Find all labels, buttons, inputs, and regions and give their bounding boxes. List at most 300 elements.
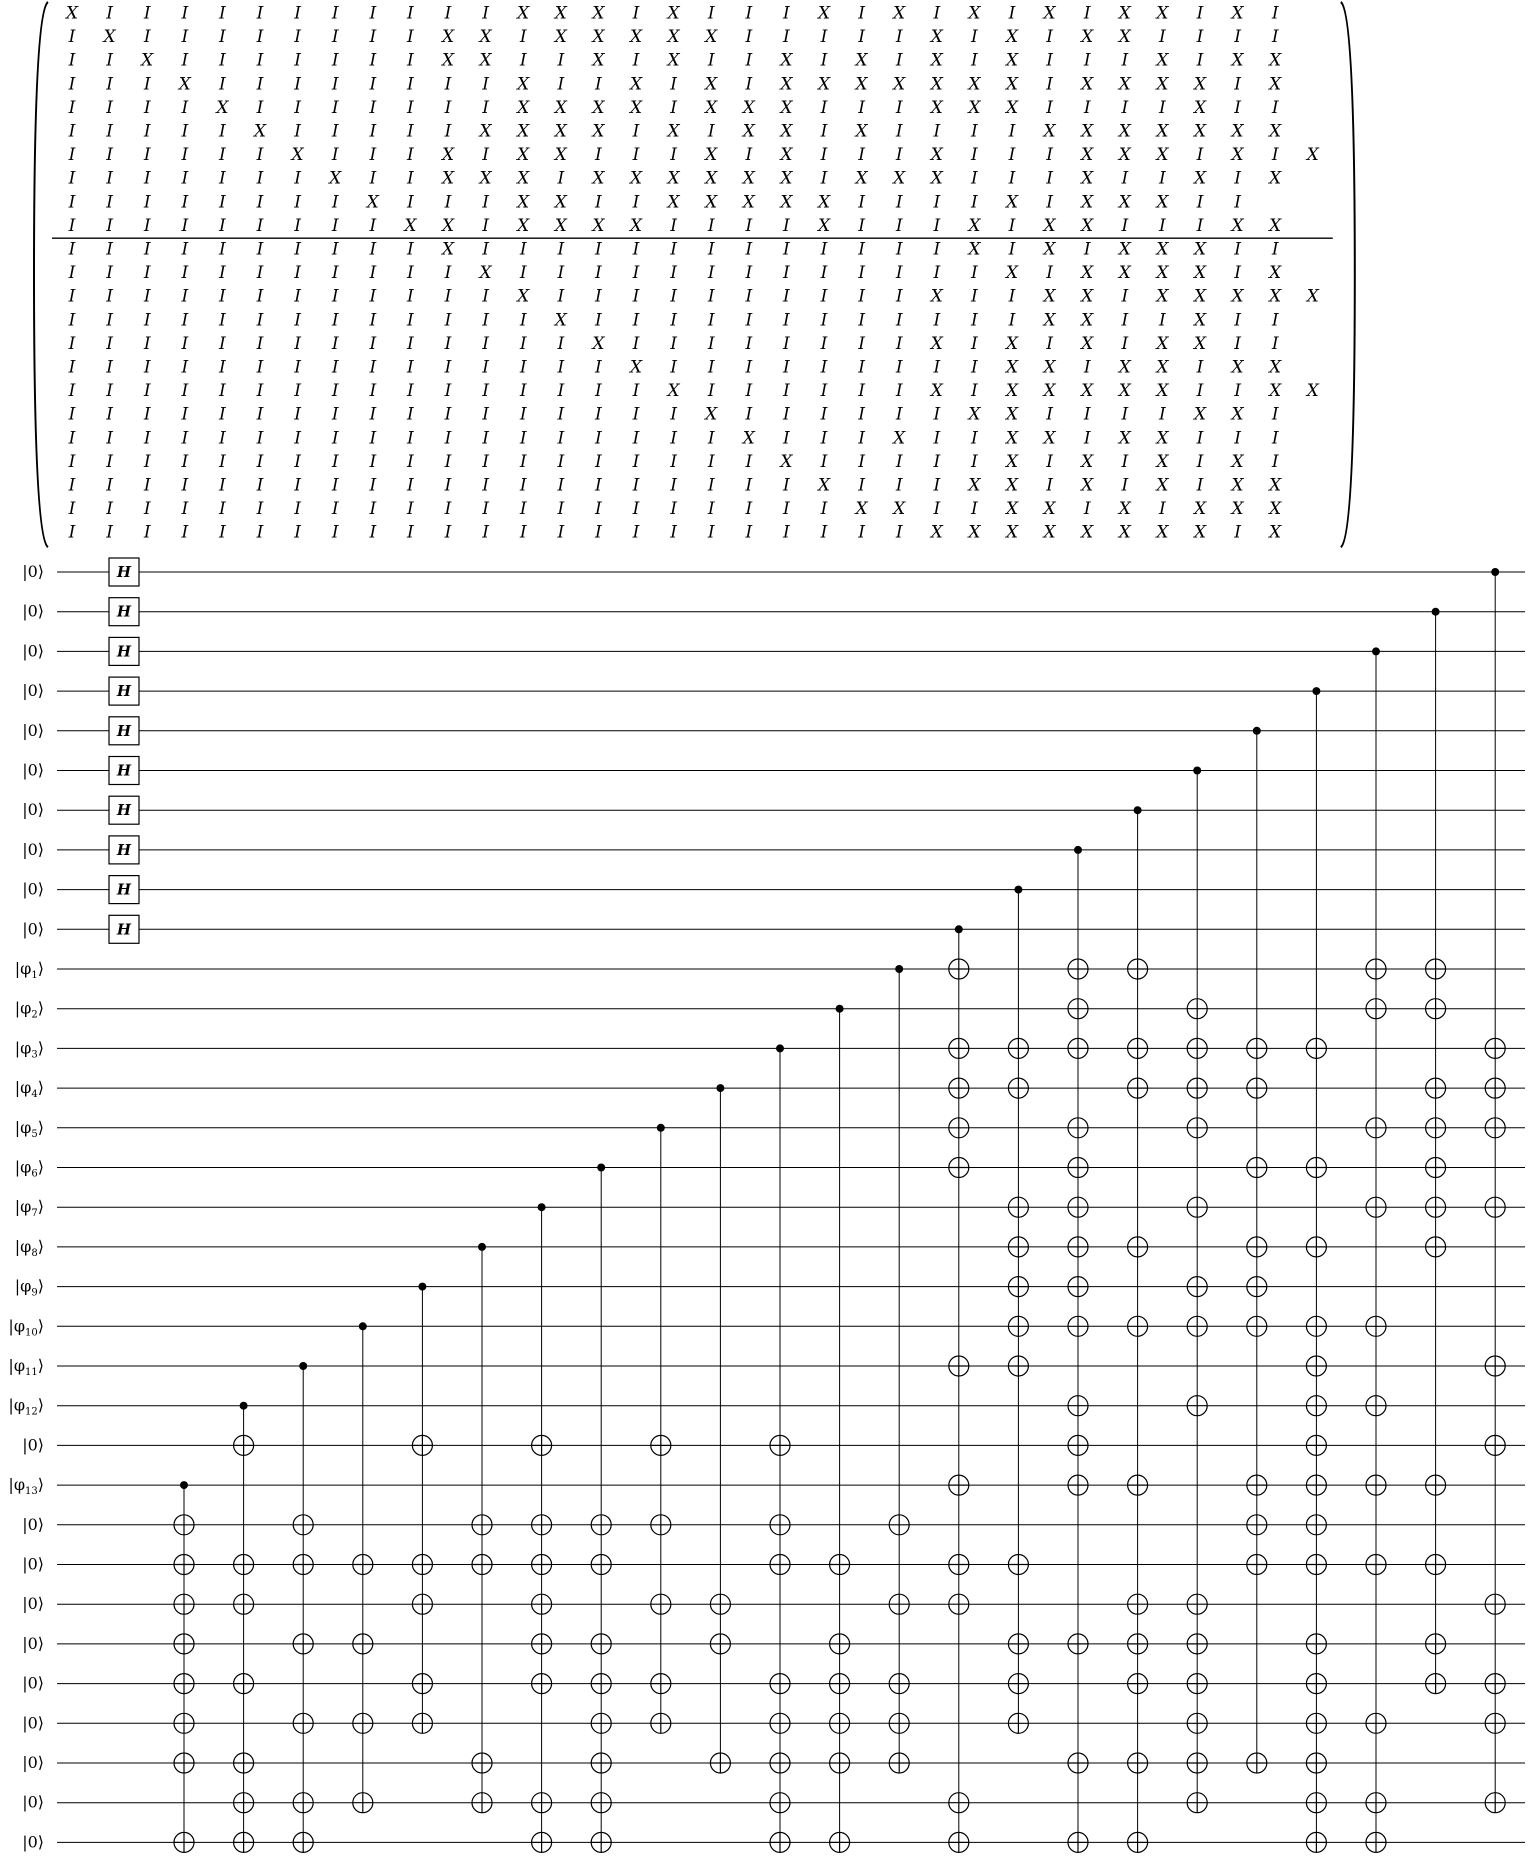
matrix-entry: I xyxy=(143,286,151,307)
matrix-entry: I xyxy=(219,428,226,449)
matrix-entry: X xyxy=(517,3,530,24)
matrix-entry: I xyxy=(407,263,414,284)
matrix-entry: X xyxy=(1118,239,1131,260)
matrix-entry: I xyxy=(895,451,903,472)
matrix-entry: I xyxy=(745,381,753,402)
matrix-entry: I xyxy=(519,475,527,496)
matrix-entry: I xyxy=(707,333,715,354)
matrix-entry: I xyxy=(1196,192,1204,213)
matrix-entry: I xyxy=(519,50,527,71)
matrix-entry: I xyxy=(820,451,828,472)
matrix-entry: I xyxy=(256,192,264,213)
matrix-entry: I xyxy=(670,286,677,307)
matrix-entry: I xyxy=(68,404,76,425)
matrix-entry: X xyxy=(1043,428,1056,449)
matrix-entry: X xyxy=(141,50,154,71)
matrix-entry: X xyxy=(65,3,79,24)
matrix-entry: X xyxy=(705,404,718,425)
matrix-entry: I xyxy=(444,404,452,425)
matrix-entry: I xyxy=(1159,97,1166,118)
matrix-entry: X xyxy=(780,168,793,189)
matrix-entry: I xyxy=(933,192,941,213)
matrix-entry: X xyxy=(705,145,718,166)
matrix-entry: I xyxy=(820,333,828,354)
matrix-entry: I xyxy=(820,310,828,331)
matrix-entry: I xyxy=(1271,451,1279,472)
matrix-entry: I xyxy=(1271,333,1279,354)
matrix-entry: I xyxy=(294,404,301,425)
matrix-entry: X xyxy=(893,428,906,449)
matrix-entry: I xyxy=(1234,381,1241,402)
matrix-entry: I xyxy=(895,333,903,354)
matrix-entry: I xyxy=(707,50,715,71)
matrix-entry: X xyxy=(1193,333,1207,354)
matrix-entry: X xyxy=(1081,333,1094,354)
wire-label: |0⟩ xyxy=(22,1594,44,1614)
matrix-entry: X xyxy=(1231,286,1244,307)
matrix-entry: I xyxy=(745,239,753,260)
matrix-entry: X xyxy=(1156,451,1169,472)
matrix-entry: I xyxy=(1008,168,1016,189)
matrix-entry: I xyxy=(369,239,377,260)
matrix-entry: X xyxy=(592,3,605,24)
matrix-entry: I xyxy=(971,27,978,48)
matrix-entry: I xyxy=(783,522,790,543)
matrix-entry: I xyxy=(1008,121,1016,142)
matrix-entry: I xyxy=(181,428,189,449)
matrix-entry: I xyxy=(1121,451,1129,472)
matrix-entry: I xyxy=(407,27,414,48)
matrix-entry: I xyxy=(106,97,113,118)
matrix-entry: I xyxy=(1271,404,1279,425)
matrix-entry: I xyxy=(933,499,941,520)
matrix-entry: I xyxy=(858,215,865,236)
cnot-control-dot xyxy=(895,965,903,973)
matrix-entry: I xyxy=(181,192,189,213)
wire-label: |0⟩ xyxy=(22,720,44,740)
matrix-entry: I xyxy=(256,74,264,95)
matrix-entry: I xyxy=(68,357,76,378)
matrix-entry: I xyxy=(181,357,189,378)
matrix-entry: I xyxy=(858,357,865,378)
matrix-entry: I xyxy=(707,239,715,260)
matrix-entry: I xyxy=(933,357,941,378)
cnot-control-dot xyxy=(1491,568,1499,576)
matrix-entry: X xyxy=(1005,50,1019,71)
matrix-entry: I xyxy=(181,215,189,236)
matrix-entry: I xyxy=(369,522,377,543)
cnot-control-dot xyxy=(836,1005,844,1013)
matrix-entry: I xyxy=(1271,145,1279,166)
matrix-entry: I xyxy=(294,263,301,284)
matrix-entry: I xyxy=(68,121,76,142)
matrix-entry: I xyxy=(256,239,264,260)
matrix-entry: I xyxy=(632,310,640,331)
matrix-entry: X xyxy=(817,475,831,496)
matrix-entry: X xyxy=(667,50,680,71)
matrix-entry: I xyxy=(858,239,865,260)
matrix-entry: I xyxy=(595,357,602,378)
matrix-entry: I xyxy=(895,97,903,118)
matrix-entry: I xyxy=(783,333,790,354)
matrix-entry: I xyxy=(519,381,527,402)
matrix-entry: I xyxy=(1008,3,1016,24)
matrix-entry: X xyxy=(629,168,643,189)
matrix-entry: X xyxy=(1005,522,1019,543)
matrix-entry: I xyxy=(971,381,978,402)
matrix-entry: I xyxy=(143,97,151,118)
matrix-entry: I xyxy=(745,263,753,284)
matrix-entry: X xyxy=(1306,145,1319,166)
matrix-entry: I xyxy=(407,168,414,189)
matrix-entry: I xyxy=(1271,3,1279,24)
matrix-entry: X xyxy=(1118,263,1131,284)
matrix-entry: X xyxy=(1118,428,1131,449)
matrix-entry: X xyxy=(705,168,718,189)
matrix-entry: X xyxy=(1231,145,1244,166)
matrix-entry: I xyxy=(519,404,527,425)
matrix-entry: I xyxy=(106,499,113,520)
matrix-entry: I xyxy=(181,333,189,354)
matrix-entry: I xyxy=(595,499,602,520)
matrix-entry: I xyxy=(444,522,452,543)
matrix-entry: X xyxy=(253,121,267,142)
matrix-entry: I xyxy=(670,428,677,449)
matrix-entry: I xyxy=(143,522,151,543)
matrix-entry: I xyxy=(482,97,489,118)
matrix-entry: I xyxy=(181,145,189,166)
matrix-entry: I xyxy=(181,451,189,472)
matrix-entry: I xyxy=(670,357,677,378)
matrix-entry: I xyxy=(783,215,790,236)
matrix-entry: X xyxy=(930,145,943,166)
matrix-entry: I xyxy=(482,145,489,166)
matrix-entry: I xyxy=(407,121,414,142)
matrix-entry: I xyxy=(256,499,264,520)
matrix-entry: X xyxy=(705,74,718,95)
matrix-entry: I xyxy=(219,215,226,236)
matrix-entry: X xyxy=(855,499,868,520)
matrix-entry: I xyxy=(557,381,565,402)
matrix-entry: I xyxy=(219,3,226,24)
matrix-entry: I xyxy=(407,50,414,71)
matrix-entry: X xyxy=(1269,357,1282,378)
matrix-entry: I xyxy=(294,286,301,307)
matrix-entry: I xyxy=(820,168,828,189)
matrix-entry: I xyxy=(670,475,677,496)
matrix-entry: I xyxy=(1121,215,1129,236)
wire-label: |0⟩ xyxy=(22,1713,44,1733)
matrix-entry: I xyxy=(219,27,226,48)
matrix-entry: I xyxy=(331,404,339,425)
matrix-entry: I xyxy=(745,215,753,236)
matrix-entry: X xyxy=(1231,404,1244,425)
matrix-entry: X xyxy=(1081,263,1094,284)
matrix-entry: X xyxy=(742,428,755,449)
matrix-entry: I xyxy=(143,239,151,260)
matrix-entry: I xyxy=(632,50,640,71)
cnot-control-dot xyxy=(538,1203,546,1211)
matrix-entry: I xyxy=(557,499,565,520)
matrix-entry: I xyxy=(820,97,828,118)
matrix-entry: X xyxy=(1118,145,1131,166)
matrix-entry: X xyxy=(1005,499,1019,520)
matrix-entry: I xyxy=(783,404,790,425)
matrix-entry: I xyxy=(707,310,715,331)
wire-label: |0⟩ xyxy=(22,1514,44,1534)
matrix-entry: X xyxy=(517,121,530,142)
matrix-entry: I xyxy=(1159,404,1166,425)
matrix-entry: I xyxy=(707,381,715,402)
matrix-entry: I xyxy=(1234,333,1241,354)
matrix-entry: X xyxy=(554,145,567,166)
matrix-entry: I xyxy=(407,499,414,520)
matrix-entry: I xyxy=(369,121,377,142)
matrix-entry: I xyxy=(1008,310,1016,331)
matrix-entry: I xyxy=(670,263,677,284)
matrix-entry: X xyxy=(1156,381,1169,402)
matrix-entry: X xyxy=(1231,499,1244,520)
matrix-entry: X xyxy=(1193,499,1207,520)
matrix-entry: I xyxy=(1046,333,1053,354)
matrix-entry: X xyxy=(1005,357,1019,378)
matrix-entry: I xyxy=(745,475,753,496)
matrix-entry: I xyxy=(971,50,978,71)
matrix-entry: I xyxy=(407,451,414,472)
matrix-entry: X xyxy=(1231,121,1244,142)
matrix-entry: I xyxy=(895,381,903,402)
matrix-entry: X xyxy=(554,3,567,24)
matrix-entry: I xyxy=(632,333,640,354)
matrix-entry: I xyxy=(294,27,301,48)
matrix-entry: I xyxy=(444,451,452,472)
matrix-entry: I xyxy=(219,522,226,543)
wire-label: |0⟩ xyxy=(22,1435,44,1455)
matrix-entry: I xyxy=(783,475,790,496)
matrix-entry: I xyxy=(444,263,452,284)
wire-label: |0⟩ xyxy=(22,1792,44,1812)
matrix-entry: X xyxy=(1156,192,1169,213)
matrix-entry: I xyxy=(1121,404,1129,425)
matrix-entry: X xyxy=(968,74,981,95)
matrix-entry: I xyxy=(106,239,113,260)
matrix-entry: I xyxy=(783,357,790,378)
wire-label: $|\varphi_{10}⟩$ xyxy=(8,1316,44,1339)
matrix-entry: I xyxy=(707,357,715,378)
wire-label: |0⟩ xyxy=(22,1753,44,1772)
matrix-entry: I xyxy=(1046,192,1053,213)
matrix-entry: I xyxy=(68,428,76,449)
wire-label: |0⟩ xyxy=(22,641,44,661)
matrix-entry: I xyxy=(632,522,640,543)
matrix-entry: I xyxy=(219,121,226,142)
matrix-entry: I xyxy=(595,192,602,213)
matrix-entry: I xyxy=(256,451,264,472)
matrix-entry: I xyxy=(256,333,264,354)
matrix-entry: I xyxy=(895,192,903,213)
matrix-entry: I xyxy=(783,428,790,449)
matrix-entry: I xyxy=(670,215,677,236)
matrix-entry: I xyxy=(68,239,76,260)
matrix-entry: X xyxy=(1156,145,1169,166)
matrix-entry: I xyxy=(933,215,941,236)
matrix-entry: I xyxy=(68,168,76,189)
matrix-entry: I xyxy=(670,404,677,425)
matrix-entry: X xyxy=(817,74,831,95)
matrix-entry: I xyxy=(407,522,414,543)
hadamard-gate-label: H xyxy=(116,721,132,740)
matrix-entry: I xyxy=(331,263,339,284)
matrix-entry: I xyxy=(557,357,565,378)
matrix-entry: I xyxy=(181,27,189,48)
matrix-entry: I xyxy=(407,239,414,260)
matrix-entry: I xyxy=(1196,428,1204,449)
matrix-entry: X xyxy=(1269,215,1282,236)
matrix-entry: I xyxy=(143,404,151,425)
matrix-entry: I xyxy=(407,3,414,24)
matrix-entry: X xyxy=(742,192,755,213)
matrix-entry: X xyxy=(1043,215,1056,236)
matrix-entry: I xyxy=(820,499,828,520)
matrix-entry: X xyxy=(1156,239,1169,260)
wire-label: |0⟩ xyxy=(22,562,44,581)
matrix-entry: X xyxy=(1043,381,1056,402)
matrix-entry: I xyxy=(632,145,640,166)
matrix-entry: I xyxy=(745,74,753,95)
matrix-entry: I xyxy=(331,3,339,24)
matrix-entry: X xyxy=(780,192,793,213)
matrix-entry: I xyxy=(219,451,226,472)
matrix-entry: I xyxy=(1046,475,1053,496)
matrix-entry: X xyxy=(930,333,943,354)
matrix-entry: I xyxy=(1046,168,1053,189)
matrix-entry: I xyxy=(933,3,941,24)
matrix-entry: X xyxy=(855,74,868,95)
cnot-control-dot xyxy=(776,1044,784,1052)
matrix-entry: I xyxy=(294,215,301,236)
matrix-entry: I xyxy=(68,215,76,236)
matrix-entry: I xyxy=(482,74,489,95)
matrix-entry: X xyxy=(1231,215,1244,236)
matrix-entry: X xyxy=(1043,286,1056,307)
matrix-entry: I xyxy=(369,451,377,472)
matrix-entry: I xyxy=(595,286,602,307)
matrix-entry: I xyxy=(971,168,978,189)
matrix-entry: X xyxy=(1081,286,1094,307)
matrix-entry: I xyxy=(294,357,301,378)
matrix-entry: I xyxy=(331,74,339,95)
matrix-entry: I xyxy=(369,357,377,378)
matrix-entry: I xyxy=(1234,239,1241,260)
matrix-entry: I xyxy=(1234,263,1241,284)
matrix-entry: X xyxy=(667,3,680,24)
matrix-entry: I xyxy=(219,475,226,496)
matrix-entry: X xyxy=(930,27,943,48)
matrix-entry: I xyxy=(106,263,113,284)
matrix-entry: I xyxy=(1271,27,1279,48)
cnot-control-dot xyxy=(597,1164,605,1172)
matrix-entry: I xyxy=(858,310,865,331)
matrix-entry: X xyxy=(1156,428,1169,449)
matrix-entry: I xyxy=(1083,97,1091,118)
matrix-entry: X xyxy=(1118,381,1131,402)
matrix-entry: I xyxy=(1121,168,1129,189)
matrix-entry: I xyxy=(331,451,339,472)
matrix-entry: X xyxy=(1005,27,1019,48)
left-parenthesis xyxy=(34,2,48,547)
matrix-entry: I xyxy=(595,310,602,331)
matrix-entry: I xyxy=(106,522,113,543)
cnot-control-dot xyxy=(1014,886,1022,894)
matrix-entry: X xyxy=(855,121,868,142)
matrix-entry: I xyxy=(444,310,452,331)
cnot-control-dot xyxy=(657,1124,665,1132)
check-matrix-svg xyxy=(0,0,1532,555)
matrix-entry: I xyxy=(369,50,377,71)
matrix-entry: I xyxy=(895,357,903,378)
matrix-entry: I xyxy=(519,428,527,449)
matrix-entry: I xyxy=(331,357,339,378)
matrix-entry: I xyxy=(444,121,452,142)
matrix-entry: I xyxy=(68,145,76,166)
matrix-entry: I xyxy=(294,3,301,24)
matrix-entry: X xyxy=(479,121,492,142)
matrix-entry: I xyxy=(482,310,489,331)
matrix-entry: I xyxy=(1159,168,1166,189)
matrix-entry: I xyxy=(745,286,753,307)
matrix-entry: X xyxy=(1156,50,1169,71)
matrix-entry: I xyxy=(331,499,339,520)
matrix-entry: I xyxy=(444,97,452,118)
matrix-entry: X xyxy=(1043,522,1056,543)
matrix-entry: I xyxy=(1159,310,1166,331)
matrix-entry: X xyxy=(1081,27,1094,48)
matrix-entry: X xyxy=(1005,192,1019,213)
matrix-entry: I xyxy=(181,499,189,520)
matrix-entry: I xyxy=(331,215,339,236)
matrix-entry: X xyxy=(554,97,567,118)
matrix-entry: X xyxy=(968,3,981,24)
matrix-entry: I xyxy=(783,263,790,284)
matrix-entry: I xyxy=(407,145,414,166)
matrix-entry: I xyxy=(482,499,489,520)
cnot-control-dot xyxy=(1372,647,1380,655)
matrix-entry: I xyxy=(933,475,941,496)
matrix-entry: I xyxy=(895,215,903,236)
matrix-entry: I xyxy=(971,310,978,331)
matrix-entry: X xyxy=(1193,97,1207,118)
matrix-entry: I xyxy=(1121,286,1129,307)
matrix-entry: X xyxy=(1005,381,1019,402)
matrix-entry: I xyxy=(143,357,151,378)
matrix-entry: I xyxy=(745,404,753,425)
matrix-entry: X xyxy=(1081,381,1094,402)
matrix-entry: I xyxy=(106,168,113,189)
matrix-entry: I xyxy=(1234,27,1241,48)
matrix-entry: I xyxy=(971,192,978,213)
matrix-entry: X xyxy=(103,27,116,48)
matrix-entry: I xyxy=(1234,522,1241,543)
matrix-entry: X xyxy=(1156,286,1169,307)
matrix-entry: X xyxy=(592,50,605,71)
matrix-entry: I xyxy=(519,333,527,354)
matrix-entry: I xyxy=(1121,475,1129,496)
matrix-entry: I xyxy=(444,286,452,307)
matrix-entry: I xyxy=(106,74,113,95)
matrix-entry: I xyxy=(1008,239,1016,260)
cnot-control-dot xyxy=(716,1084,724,1092)
matrix-entry: I xyxy=(68,286,76,307)
